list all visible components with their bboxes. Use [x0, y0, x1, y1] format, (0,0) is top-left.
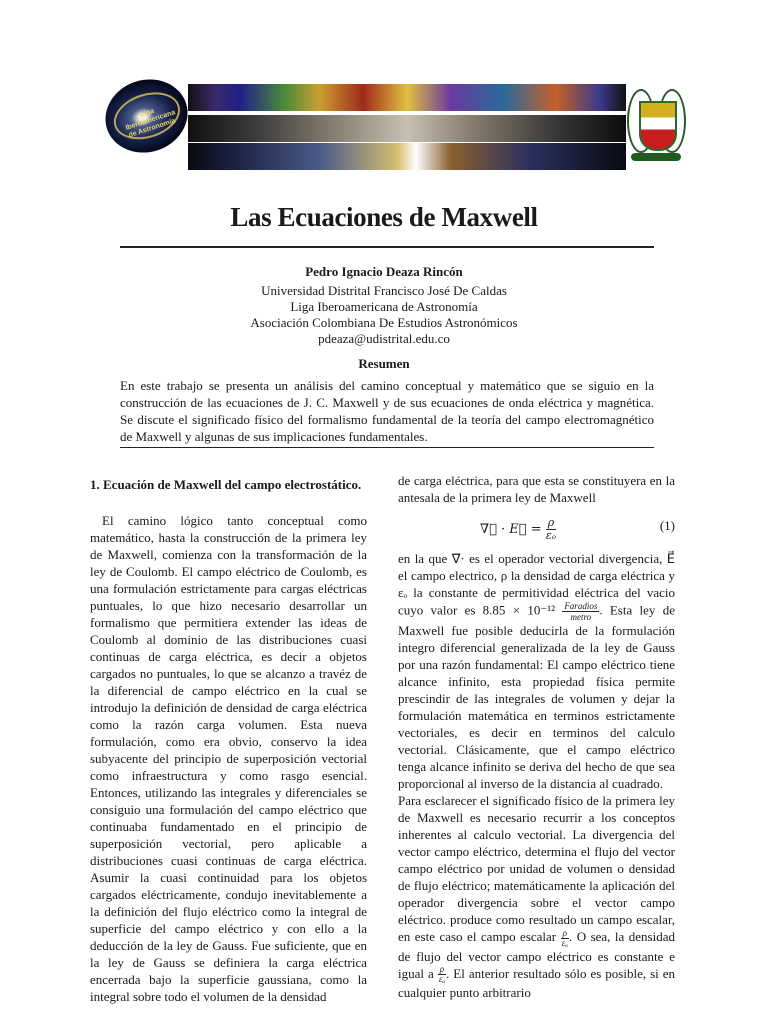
abstract-heading: Resumen	[358, 356, 410, 371]
paragraph-text: . Esta ley de Maxwell fue posible deducirla de la formulación integro diferencial generalizada de la ley de Gauss por una razón fundamental: El campo eléctrico tiene alcance infinito, esta propiedad física permite prescindir de las integrales de volumen y dejar la formulación matemática en terminos estrictamente vectoriales, es decir en terminos del calculo vectorial. Clásicamente, que el campo eléctrico tenga alcance infinito se deriva del hecho de que sea proporcional al inverso de la distancia al cuadrado.	[398, 602, 675, 791]
seal-shield	[639, 101, 677, 151]
paragraph: de carga eléctrica, para que esta se constituyera en la antesala de la primera ley de Maxwell	[398, 473, 675, 505]
equation-lhs: ∇⃗ · E⃗ =	[480, 522, 542, 537]
paragraph-text: Para esclarecer el significado físico de la primera ley de Maxwell es necesario recurrir a los conceptos inherentes al calculo vectorial. La divergencia del vector campo eléctrico, determina el flujo del vector campo eléctrico por unidad de volumen o densidad de flujo eléctrico; matemáticamente la aplicación del operador divergencia sobre el vector campo eléctrico. produce como resultado un campo escalar, en este caso el campo escalar	[398, 793, 675, 944]
equation-denominator: εₒ	[545, 529, 557, 542]
affiliation-university: Universidad Distrital Francisco José De Caldas	[261, 283, 507, 298]
sky-survey-image-infrared	[188, 84, 626, 111]
left-column	[90, 476, 367, 1005]
rho-over-eps-fraction	[561, 929, 569, 948]
paragraph-text: en la que ∇⃗· es el operador vectorial divergencia, E⃗ el campo electrico, ρ la densidad de carga eléctrica y εₒ la constante de permitividad eléctrica del vacio cuyo valor es 8.85 × 10⁻¹²	[398, 551, 675, 618]
paper-title: Las Ecuaciones de Maxwell	[230, 202, 538, 232]
unit-fraction	[562, 601, 599, 622]
equation-numerator: ρ	[547, 516, 555, 529]
paragraph	[398, 792, 675, 1001]
rho-over-eps-fraction	[438, 965, 446, 984]
section-heading: 1. Ecuación de Maxwell del campo electrostático.	[90, 477, 362, 492]
fraction-denominator: εₒ	[561, 937, 568, 948]
unit-denominator: metro	[570, 612, 592, 622]
logo-text: Liga Iberoamericana de Astronomía	[124, 107, 177, 140]
abstract-text: En este trabajo se presenta un análisis del camino conceptual y matemático que se siguio en la construcción de las ecuaciones de J. C. Maxwell y de sus ecuaciones de onda eléctrica y magnética. Se discute el significado físico del formalismo fundamental de la teoría del campo electromagnético de Maxwell y algunas de sus implicaciones fundamentales.	[120, 378, 654, 444]
affiliation-liga: Liga Iberoamericana de Astronomía	[290, 299, 478, 314]
right-column	[398, 472, 675, 1001]
milky-way-image-optical	[188, 115, 626, 142]
liga-iberoamericana-logo	[96, 69, 197, 163]
paragraph-text: . O sea, la densidad de flujo del vector campo eléctrico es constante e igual a	[398, 929, 675, 981]
fraction-numerator: ρ	[439, 964, 445, 975]
affiliation-asociacion: Asociación Colombiana De Estudios Astronómicos	[250, 315, 518, 330]
fraction-denominator: εₒ	[438, 974, 445, 985]
sky-survey-image-xray	[188, 143, 626, 170]
equation-fraction	[546, 517, 556, 542]
unit-numerator: Faradios	[564, 601, 598, 611]
equation-1	[398, 509, 675, 549]
affiliations	[0, 283, 768, 347]
equation-expression	[480, 517, 556, 542]
author-email[interactable]: pdeaza@udistrital.edu.co	[318, 331, 450, 346]
seal-ribbon	[631, 153, 681, 161]
abstract-rule	[120, 447, 654, 448]
title-rule	[120, 246, 654, 248]
paragraph-text: . El anterior resultado sólo es posible, si en cualquier punto arbitrario	[398, 965, 676, 1001]
paragraph: El camino lógico tanto conceptual como matemático, hasta la construcción de la primera ley de Maxwell, comienza con la transformación de la ley de Coulomb. El campo eléctrico de Coulomb, es una formulación estrictamente para cargas eléctricas puntuales, lo que hizo necesario desarrollar un formalismo que permitiera extender las ideas de Coulomb al dominio de las distribuciones cuasi continuas de carga eléctrica, es decir a objetos cargados no puntuales, lo que se alcanzo a travéz de la diferencial de campo eléctrico en la cual se introdujo la definición de densidad de carga eléctrica como la razón carga volumen. Esta nueva formulación, como era obvio, conservo la idea subyacente del principio de superposición vectorial como infraestructura y como rasgo esencial. Entonces, utilizando las integrales y diferenciales se consiguio una formulación del campo eléctrico que continuaba fundamentado en el principio de superposición vectorial, pero aplicable a distribuciones cuasi continuas de carga eléctrica. Asumir la cuasi continuidad para los objetos cargados eléctricamente, condujo inevitablemente a la definición del flujo eléctrico como la integral de superficie del campo eléctrico y con ello a la deducción de la ley de Gauss. Fue suficiente, que en la ley de Gauss se definiera la carga eléctrica encerrada bajo la superficie gaussiana, como la integral sobre todo el volumen de la densidad	[90, 513, 367, 1004]
fraction-numerator: ρ	[562, 927, 567, 938]
equation-number: (1)	[659, 518, 675, 533]
university-seal	[627, 83, 684, 171]
author-name: Pedro Ignacio Deaza Rincón	[305, 264, 463, 279]
paragraph	[398, 550, 675, 792]
